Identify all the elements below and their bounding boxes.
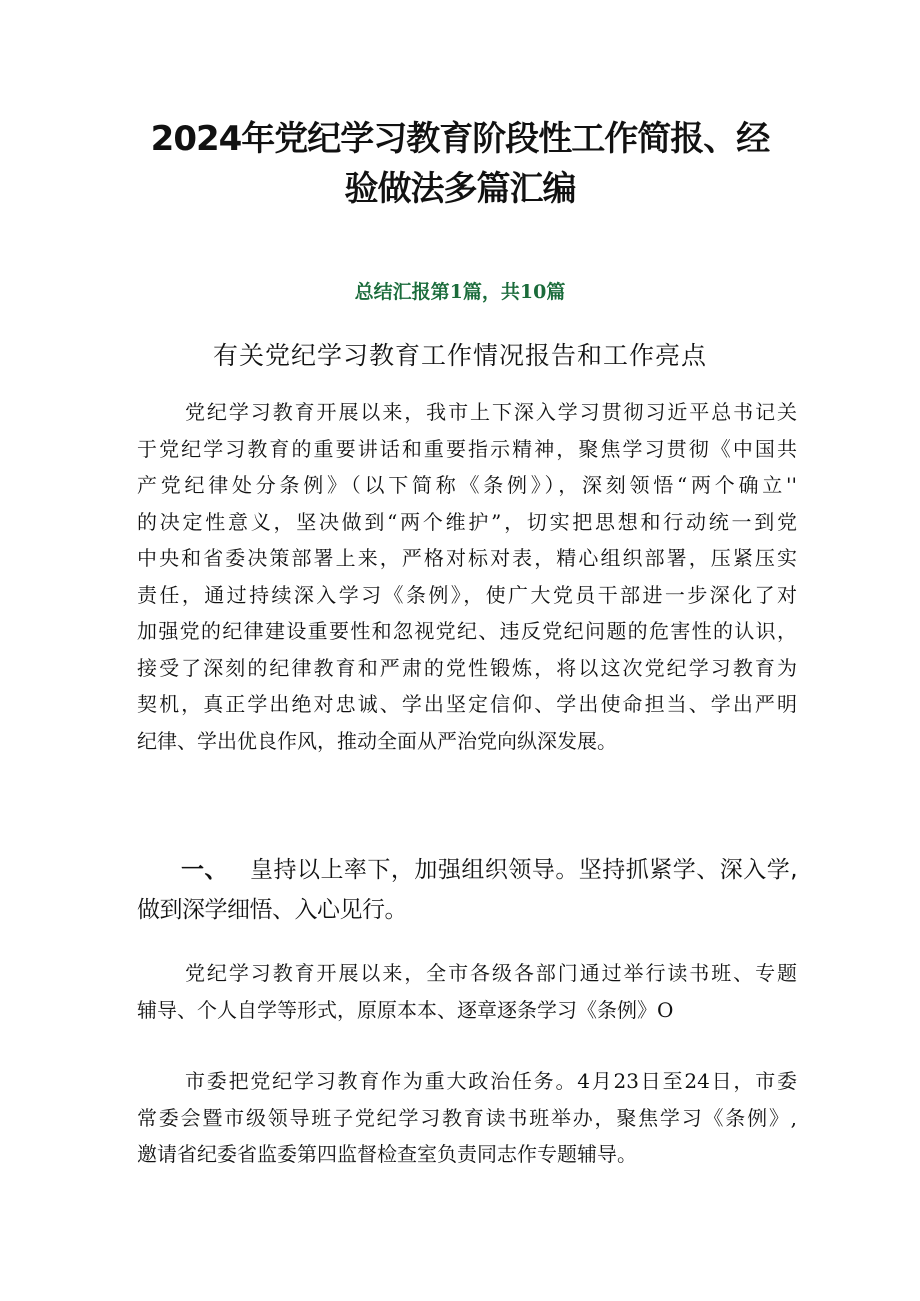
section-number: 一、 <box>181 857 228 883</box>
paragraph-line: 中央和省委决策部署上来，严格对标对表，精心组织部署，压紧压实 <box>137 546 797 570</box>
section-heading-line <box>137 850 797 890</box>
section-paragraph <box>137 955 797 1028</box>
section-heading-line: 做到深学细悟、入心见行。 <box>137 897 407 923</box>
intro-paragraph <box>137 394 797 759</box>
paragraph-line: 契机，真正学出绝对忠诚、学出坚定信仰、学出使命担当、学出严明 <box>137 692 797 716</box>
section-heading-text: 皇持以上率下，加强组织领导。坚持抓紧学、深入学, <box>249 857 798 883</box>
paragraph-line: 加强党的纪律建设重要性和忽视党纪、违反党纪问题的危害性的认识， <box>137 619 797 643</box>
paragraph-line: 常委会暨市级领导班子党纪学习教育读书班举办，聚焦学习《条例》, <box>137 1105 797 1130</box>
article-title: 有关党纪学习教育工作情况报告和工作亮点 <box>212 341 707 370</box>
paragraph-line: 党纪学习教育开展以来，我市上下深入学习贯彻习近平总书记关 <box>185 400 797 424</box>
section-heading <box>137 850 797 930</box>
section-paragraph <box>137 1063 797 1173</box>
paragraph-line: 市委把党纪学习教育作为重大政治任务。4月23日至24日，市委 <box>185 1069 797 1093</box>
document-title <box>120 114 800 214</box>
paragraph-line: 产党纪律处分条例》（以下简称《条例》），深刻领悟“两个确立'' <box>137 473 797 497</box>
series-label: 总结汇报第1篇，共10篇 <box>354 281 566 303</box>
paragraph-line: 接受了深刻的纪律教育和严肃的党性锻炼，将以这次党纪学习教育为 <box>137 655 797 680</box>
paragraph-line: 的决定性意义，坚决做到“两个维护”，切实把思想和行动统一到党 <box>137 509 797 534</box>
document-title-line: 验做法多篇汇编 <box>344 169 576 209</box>
paragraph-line: 纪律、学出优良作风，推动全面从严治党向纵深发展。 <box>137 728 617 753</box>
paragraph-line: 党纪学习教育开展以来，全市各级各部门通过举行读书班、专题 <box>185 961 797 985</box>
document-title-line: 2024年党纪学习教育阶段性工作简报、经 <box>150 119 770 159</box>
paragraph-line: 于党纪学习教育的重要讲话和重要指示精神，聚焦学习贯彻《中国共 <box>137 436 797 461</box>
paragraph-line: 邀请省纪委省监委第四监督检查室负责同志作专题辅导。 <box>137 1142 637 1166</box>
paragraph-line: 责任，通过持续深入学习《条例》，使广大党员干部进一步深化了对 <box>137 582 797 607</box>
paragraph-line: 辅导、个人自学等形式，原原本本、逐章逐条学习《条例》O <box>137 997 674 1022</box>
